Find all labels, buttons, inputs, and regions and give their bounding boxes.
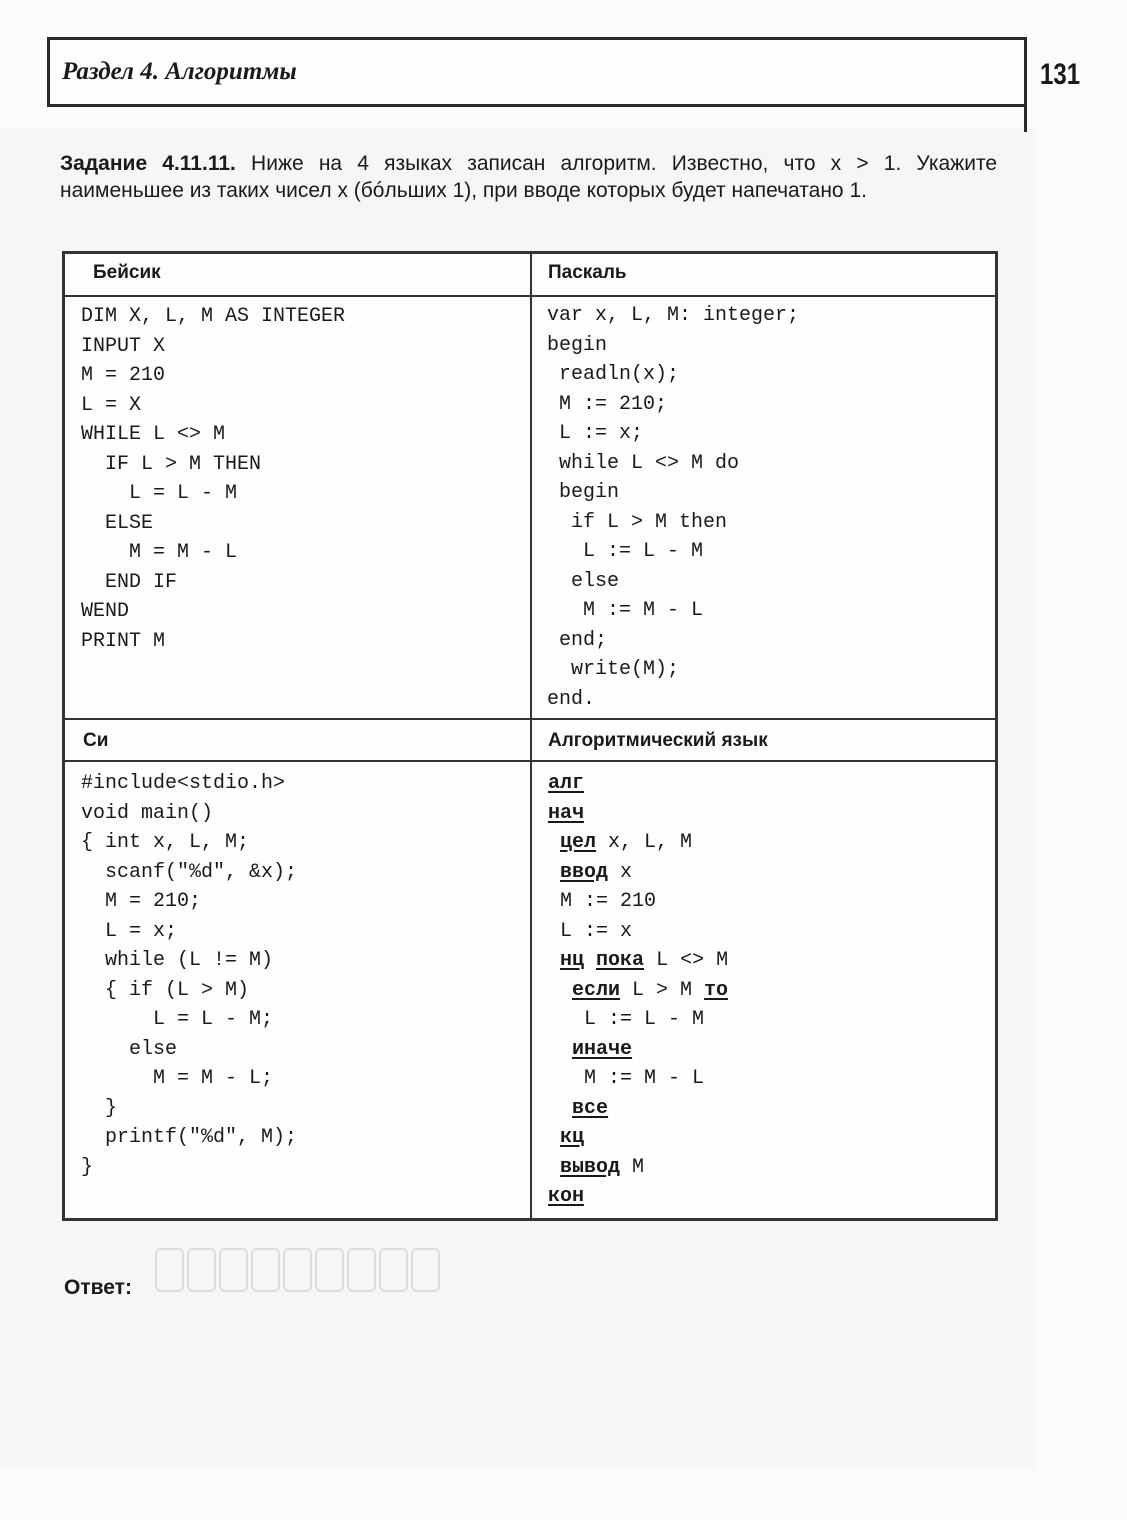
section-title: Раздел 4. Алгоритмы: [62, 58, 297, 85]
c-code: [81, 769, 297, 1182]
table-row-divider: [65, 718, 995, 720]
code-line: scanf("%d", &x);: [81, 860, 298, 884]
code-line: void main(): [81, 801, 214, 825]
code-line: M := M - L: [548, 1067, 705, 1090]
task-statement: [60, 150, 997, 204]
table-column-divider: [530, 254, 532, 1218]
code-line: readln(x);: [547, 363, 680, 386]
code-line: end.: [547, 687, 596, 711]
code-line: L := x: [548, 919, 633, 943]
code-line: M = M - L: [81, 541, 238, 564]
answer-cell[interactable]: [347, 1248, 376, 1292]
code-line: { if (L > M): [81, 978, 250, 1002]
code-line: M := M - L: [547, 599, 704, 622]
table-row-divider: [65, 295, 995, 297]
code-line: END IF: [81, 570, 178, 594]
table-row-divider: [65, 760, 995, 762]
answer-cell[interactable]: [219, 1248, 248, 1292]
code-line: }: [81, 1155, 94, 1179]
code-line: L := L - M: [547, 540, 704, 563]
code-line: write(M);: [547, 658, 680, 681]
code-line: M := 210;: [547, 392, 668, 416]
code-line: { int x, L, M;: [81, 831, 250, 854]
code-line: M = M - L;: [81, 1067, 274, 1090]
code-line: все: [572, 1096, 609, 1120]
code-line: IF L > M THEN: [81, 452, 262, 476]
code-line: нач: [548, 801, 585, 825]
code-line: WHILE L <> M: [81, 423, 226, 446]
code-line: нц пока L <> M: [560, 949, 729, 972]
code-line: DIM X, L, M AS INTEGER: [81, 305, 346, 328]
answer-cell[interactable]: [379, 1248, 408, 1292]
code-line: иначе: [572, 1037, 633, 1061]
code-line: кон: [548, 1185, 585, 1208]
code-line: begin: [547, 481, 620, 504]
code-line: }: [81, 1096, 118, 1120]
task-text: Ниже на 4 языках записан алгоритм. Известно, что x > 1. Укажите наименьшее из таких чисел x (бóльших 1), при вводе которых будет напечатано 1.: [60, 152, 998, 202]
answer-cell[interactable]: [315, 1248, 344, 1292]
code-line: #include<stdio.h>: [81, 772, 286, 795]
code-line: L = X: [81, 393, 142, 417]
code-line: L := L - M: [548, 1008, 705, 1031]
answer-cell[interactable]: [155, 1248, 184, 1292]
answer-cell[interactable]: [283, 1248, 312, 1292]
code-line: ввод x: [560, 860, 633, 884]
code-line: L := x;: [547, 422, 644, 445]
code-line: M = 210;: [81, 890, 202, 913]
code-line: алг: [548, 772, 585, 795]
algorithmic-header: Алгоритмический язык: [548, 730, 768, 751]
answer-boxes[interactable]: [155, 1248, 443, 1292]
code-line: L = L - M;: [81, 1008, 274, 1031]
code-line: ELSE: [81, 511, 154, 535]
code-line: else: [81, 1037, 178, 1061]
page-number: 131: [1040, 58, 1081, 91]
c-header: Си: [83, 730, 109, 751]
code-line: begin: [547, 333, 608, 357]
answer-cell[interactable]: [251, 1248, 280, 1292]
code-line: printf("%d", M);: [81, 1126, 298, 1149]
code-line: M = 210: [81, 364, 166, 387]
code-line: если L > M то: [572, 978, 729, 1002]
code-line: var x, L, M: integer;: [547, 304, 800, 327]
code-line: WEND: [81, 600, 130, 623]
code-line: кц: [560, 1126, 585, 1149]
code-line: while (L != M): [81, 949, 274, 972]
code-line: вывод M: [560, 1155, 645, 1179]
section-header: [47, 37, 1027, 107]
answer-label: Ответ:: [64, 1276, 132, 1299]
code-line: else: [547, 569, 620, 593]
code-line: PRINT M: [81, 629, 166, 653]
answer-cell[interactable]: [411, 1248, 440, 1292]
code-line: цел x, L, M: [560, 831, 693, 854]
code-line: L = L - M: [81, 482, 238, 505]
task-label: Задание 4.11.11.: [60, 152, 236, 175]
code-table: [62, 251, 998, 1221]
code-line: if L > M then: [547, 510, 728, 534]
code-line: end;: [547, 628, 608, 652]
answer-cell[interactable]: [187, 1248, 216, 1292]
code-line: L = x;: [81, 919, 178, 943]
basic-code: [81, 302, 345, 656]
code-line: M := 210: [548, 890, 657, 913]
algorithmic-code: [548, 769, 728, 1212]
code-line: while L <> M do: [547, 451, 740, 475]
basic-header: Бейсик: [93, 262, 161, 283]
pascal-header: Паскаль: [548, 262, 627, 283]
pascal-code: [547, 301, 799, 714]
code-line: INPUT X: [81, 334, 166, 358]
